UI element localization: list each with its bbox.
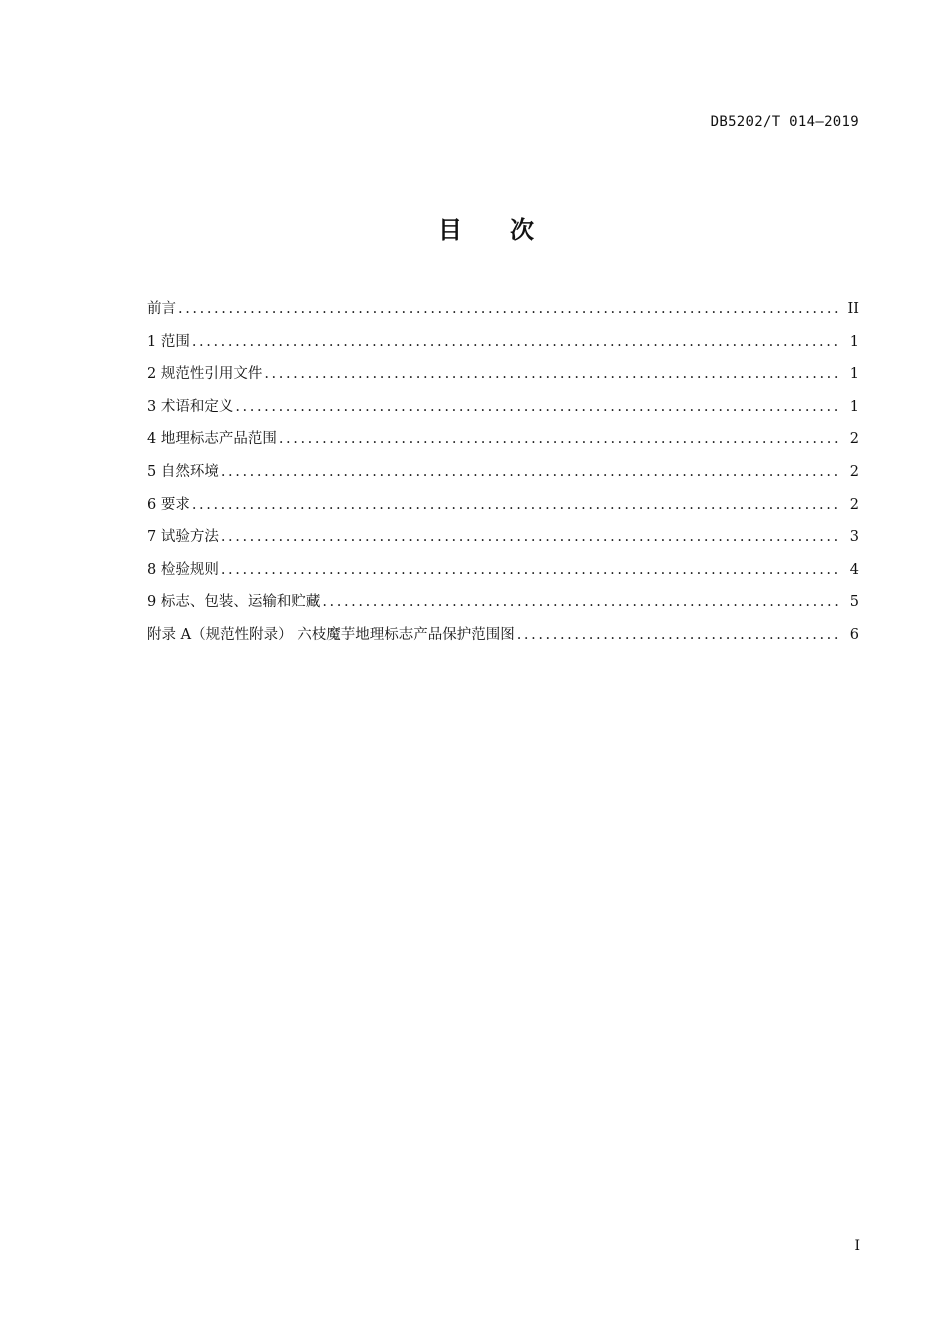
toc-leader-dots (192, 497, 839, 513)
toc-entry-label: 9 标志、包装、运输和贮藏 (147, 594, 321, 611)
toc-entry-label: 3 术语和定义 (147, 398, 234, 415)
toc-leader-dots (235, 399, 839, 415)
toc-entry-product-scope[interactable] (147, 427, 859, 460)
toc-entry-page: 2 (849, 496, 859, 513)
toc-entry-label: 前言 (147, 301, 176, 317)
toc-entry-foreword[interactable] (147, 297, 859, 330)
toc-entry-label: 7 试验方法 (147, 529, 219, 546)
toc-leader-dots (264, 366, 839, 382)
table-of-contents (147, 297, 859, 656)
toc-entry-page: II (847, 301, 859, 317)
toc-entry-label: 6 要求 (147, 496, 190, 513)
toc-entry-requirements[interactable] (147, 493, 859, 526)
toc-entry-page: 1 (849, 333, 859, 350)
toc-entry-scope[interactable] (147, 330, 859, 363)
toc-entry-page: 3 (849, 529, 859, 546)
toc-entry-inspection-rules[interactable] (147, 558, 859, 591)
toc-leader-dots (221, 464, 839, 480)
toc-entry-label: 4 地理标志产品范围 (147, 431, 277, 448)
toc-entry-terms-definitions[interactable] (147, 395, 859, 428)
toc-entry-label: 5 自然环境 (147, 463, 219, 480)
toc-entry-page: 1 (849, 366, 859, 383)
toc-leader-dots (517, 627, 839, 643)
toc-entry-page: 4 (849, 561, 859, 578)
toc-leader-dots (178, 301, 839, 317)
toc-leader-dots (322, 594, 839, 610)
toc-entry-page: 2 (849, 431, 859, 448)
toc-entry-appendix-a[interactable] (147, 623, 859, 656)
toc-entry-label: 1 范围 (147, 333, 190, 350)
toc-entry-normative-references[interactable] (147, 362, 859, 395)
toc-entry-label: 附录 A（规范性附录） 六枝魔芋地理标志产品保护范围图 (147, 626, 515, 643)
page-number: I (854, 1238, 860, 1254)
toc-entry-page: 1 (849, 398, 859, 415)
toc-entry-label: 2 规范性引用文件 (147, 366, 263, 383)
toc-leader-dots (221, 529, 839, 545)
toc-entry-page: 5 (849, 594, 859, 611)
toc-entry-label: 8 检验规则 (147, 561, 219, 578)
toc-entry-natural-environment[interactable] (147, 460, 859, 493)
toc-entry-page: 2 (849, 463, 859, 480)
toc-title: 目 次 (438, 216, 534, 244)
toc-entry-page: 6 (849, 626, 859, 643)
toc-leader-dots (279, 431, 839, 447)
toc-leader-dots (221, 562, 839, 578)
toc-leader-dots (192, 334, 839, 350)
document-code: DB5202/T 014—2019 (710, 114, 859, 130)
toc-entry-test-methods[interactable] (147, 525, 859, 558)
toc-entry-marking-packaging[interactable] (147, 590, 859, 623)
